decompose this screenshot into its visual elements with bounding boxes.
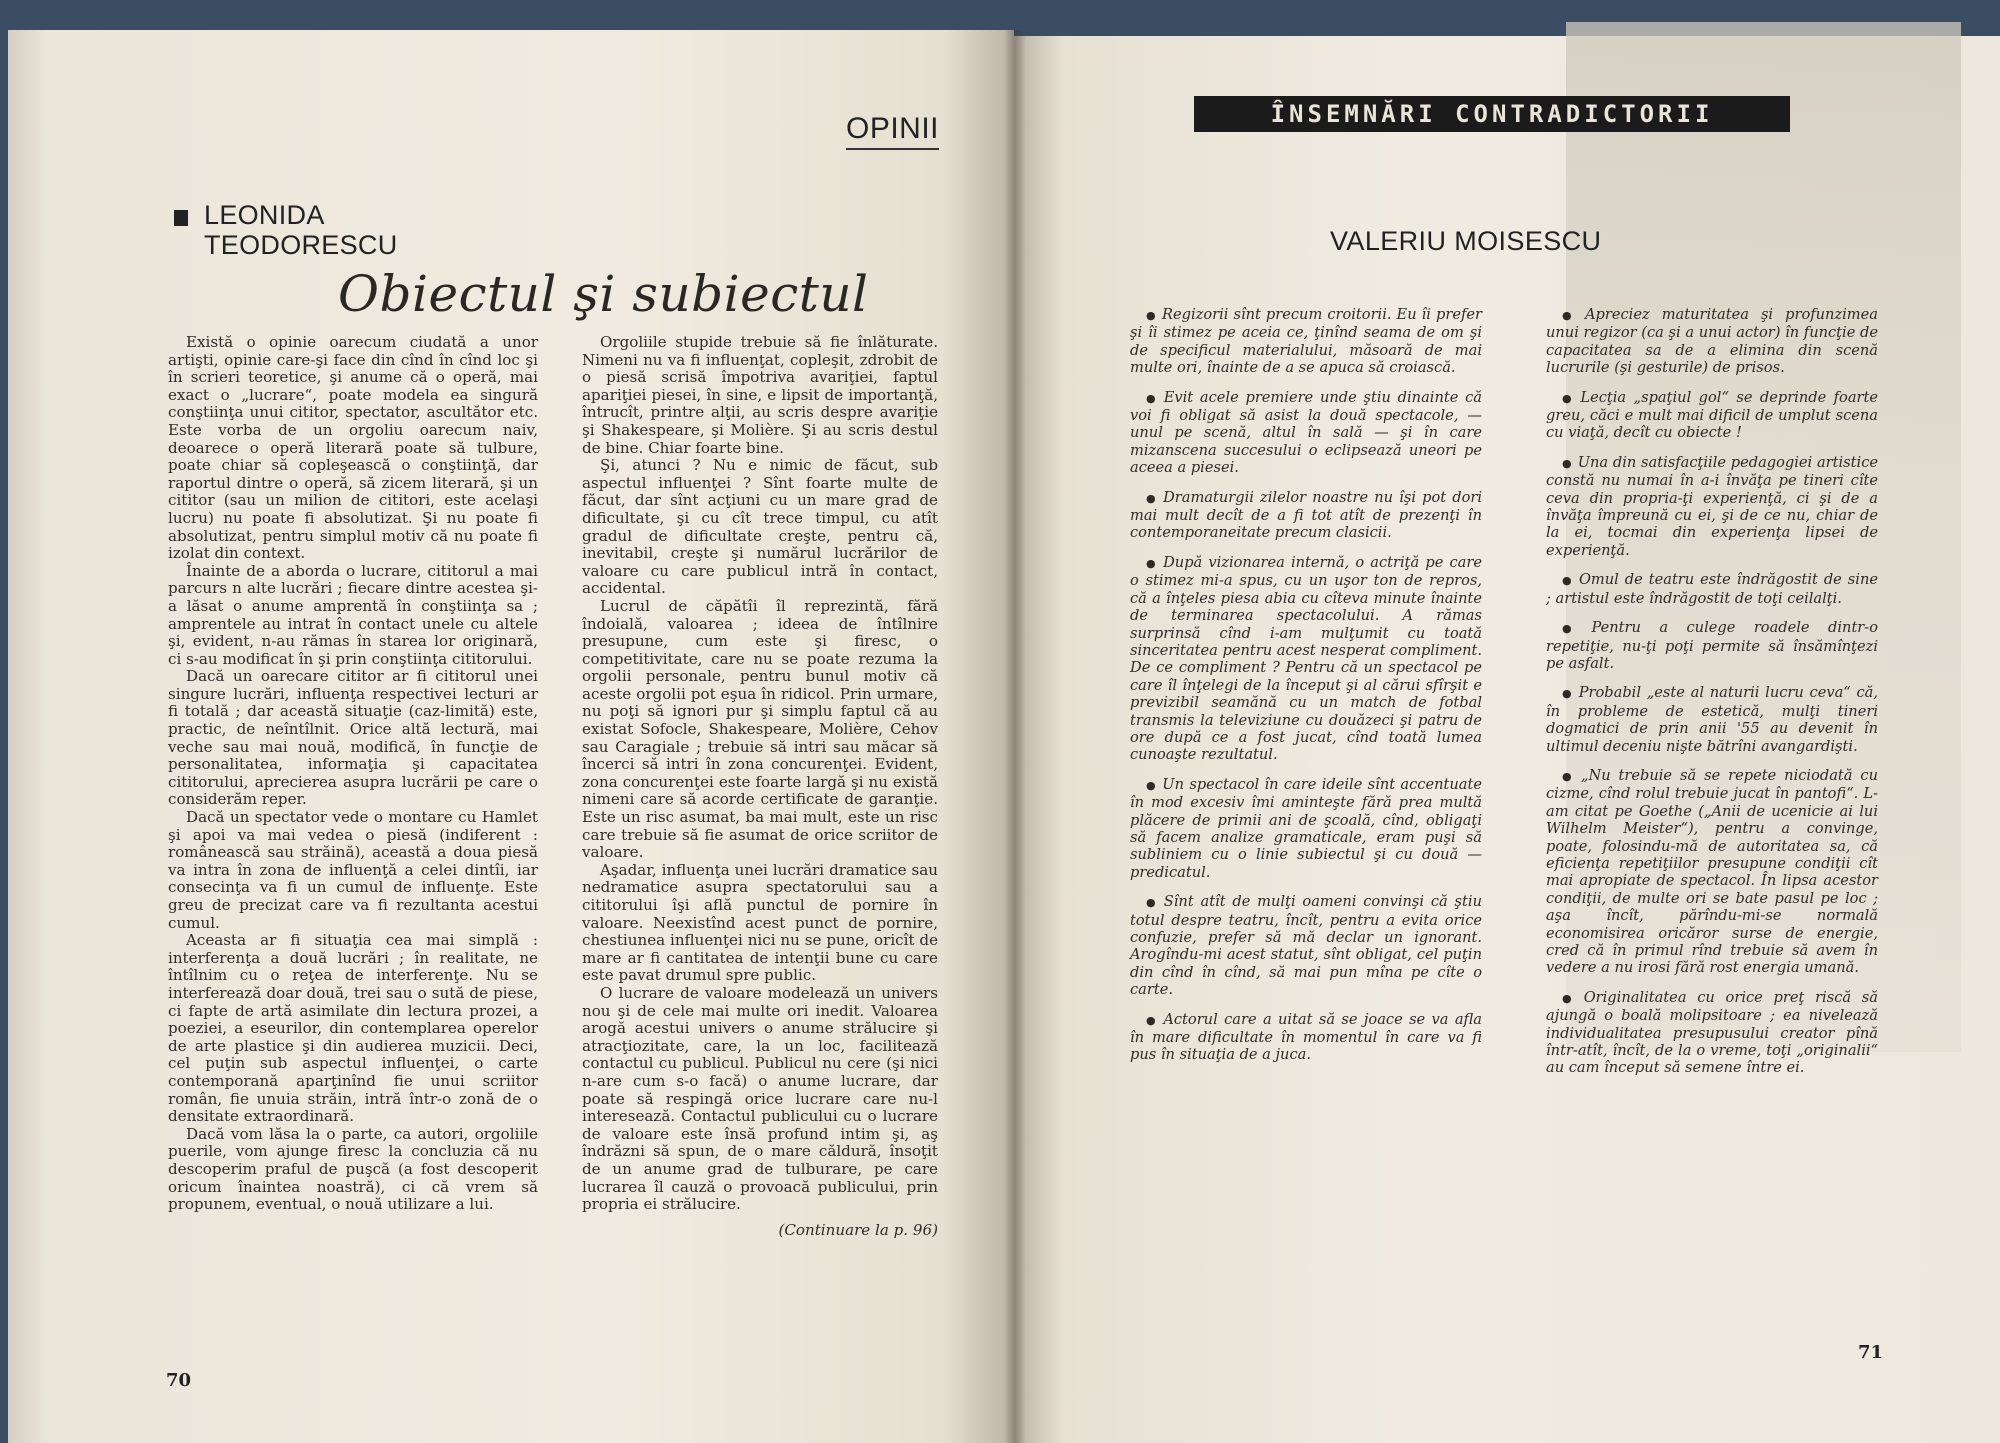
bullet-icon: ●	[1562, 769, 1575, 783]
article-title: Obiectul şi subiectul	[338, 265, 869, 323]
bullet-icon: ●	[1562, 991, 1578, 1005]
aphorism: ● Sînt atît de mulţi oameni convinşi că ştiu totul despre teatru, încît, pentru a evita orice confuzie, prefer să mă declar un ignorant. Arogîndu-mi acest statut, sînt obligat, cel puţin din cînd în cînd, să mai pun mîna pe cîte o carte.	[1130, 893, 1482, 999]
aphorism: ● Regizorii sînt precum croitorii. Eu îi prefer şi îi stimez pe aceia ce, ţinînd seama de om şi de specificul materialului, măsoară de mai multe ori, înainte de a se apuca să croiască.	[1130, 306, 1482, 377]
left-column-1	[168, 334, 538, 1214]
aphorism: ● După vizionarea internă, o actriţă pe care o stimez mi-a spus, cu un uşor ton de repros, că a înţeles piesa abia cu cîteva minute înainte de terminarea spectacolului. A rămas surprinsă cînd i-am mulţumit cu toată sinceritatea pentru acest nesperat compliment. De ce compliment ? Pentru că un spectacol pe care îl înţelegi de la început şi al cărui sfîrşit e previzibil seamănă cu un match de fotbal transmis la televiziune cu douăzeci şi patru de ore după ce a fost jucat, cînd toată lumea cunoaşte rezultatul.	[1130, 553, 1482, 764]
section-rubric: OPINII	[846, 112, 940, 145]
paragraph: Lucrul de căpătîi îl reprezintă, fără îndoială, valoarea ; ideea de întîlnire presupune, cum este şi firesc, o competitivitate, care nu se poate rezuma la orgolii personale, pentru bunul motiv că aceste orgolii pot eşua în ridicol. Prin urmare, nu poţi să ignori pur şi simplu faptul că au existat Sofocle, Shakespeare, Molière, Cehov sau Caragiale ; trebuie să intri sau măcar să încerci să intri în zona concurenţei. Evident, zona concurenţei este foarte largă şi nu există nimeni care să acorde certificate de garanţie. Este un risc asumat, ba mai mult, este un risc care trebuie să fie asumat de orice scriitor de valoare.	[582, 596, 938, 862]
bullet-icon: ●	[1146, 896, 1158, 910]
bullet-icon: ●	[1562, 574, 1573, 588]
banner-text: ÎNSEMNĂRI CONTRADICTORII	[1270, 100, 1714, 128]
bullet-icon: ●	[1562, 687, 1573, 701]
paragraph: Şi, atunci ? Nu e nimic de făcut, sub aspectul influenţei ? Sînt foarte multe de făcut, dar sînt acţiuni cu un mare grad de dificultate, şi cu cît trece timpul, cu atît gradul de dificultate creşte, pentru că, inevitabil, creşte şi numărul lucrărilor de valoare cu care publicul intră în contact, accidental.	[582, 456, 938, 598]
aphorism: ● Pentru a culege roadele dintr-o repetiţie, nu-ţi poţi permite să însămînţezi pe asfalt.	[1546, 619, 1878, 672]
page-number-right: 71	[1858, 1342, 1884, 1363]
aphorism: ● Lecţia „spaţiul gol“ se deprinde foarte greu, căci e mult mai dificil de umplut scena cu viaţă, decît cu obiecte !	[1546, 388, 1878, 442]
aphorism: ● Evit acele premiere unde ştiu dinainte că voi fi obligat să asist la două spectacole, — unul pe scenă, altul în sală — şi în care mizanscena succesului o eclipsează uneori pe aceea a piesei.	[1130, 388, 1482, 477]
article-author: VALERIU MOISESCU	[1330, 226, 1602, 256]
paragraph: Înainte de a aborda o lucrare, cititorul a mai parcurs n alte lucrări ; fiecare dintre acestea şi-a lăsat o anume amprentă în conştiinţa sa ; amprentele au intrat în contact unele cu altele şi, evident, n-au rămas în starea lor originară, ci s-au modificat în şi prin conştiinţa cititorului.	[168, 561, 538, 668]
aphorism: ● Originalitatea cu orice preţ riscă să ajungă o boală molipsitoare ; ea nivelează individualitatea presupusului creator pînă într-atît, încît, de la o vreme, toţi „originalii“ au cam început să semene între ei.	[1546, 988, 1879, 1077]
article-author	[204, 200, 398, 260]
column-banner	[1194, 96, 1790, 132]
paragraph: Orgoliile stupide trebuie să fie înlăturate. Nimeni nu va fi influenţat, copleşit, zdrobit de o piesă scrisă împotriva avariţiei, faptul apariţiei piesei, în sine, e lipsit de importanţă, întrucît, printre alţii, au scris despre avariţie şi Shakespeare, şi Molière. Şi au scris destul de bine. Chiar foarte bine.	[582, 333, 938, 457]
paragraph: Dacă vom lăsa la o parte, ca autori, orgoliile puerile, vom ajunge firesc la concluzia că nu descoperim praful de puşcă (a fost descoperit oricum înaintea noastră), ci că vrem să propunem, eventual, o nouă utilizare a lui.	[168, 1124, 538, 1214]
aphorism: ● Apreciez maturitatea şi profunzimea unui regizor (ca şi a unui actor) în funcţie de capacitatea sa de a elimina din scenă lucrurile (şi gesturile) de prisos.	[1546, 306, 1878, 377]
bullet-icon: ●	[1146, 556, 1158, 570]
bullet-icon: ●	[1562, 622, 1586, 636]
bullet-icon: ●	[1146, 309, 1156, 322]
bullet-icon: ●	[1562, 391, 1575, 405]
bullet-icon: ●	[1146, 391, 1158, 405]
aphorism: ● Un spectacol în care ideile sînt accentuate în mod excesiv îmi aminteşte fără prea multă plăcere de primii ani de şcoală, cînd, obligaţi să facem analize gramaticale, eram puşi să subliniem cu o linie subiectul şi cu două — predicatul.	[1130, 775, 1482, 881]
binding-gutter	[1004, 30, 1026, 1443]
aphorism: ● Actorul care a uitat să se joace se va afla în mare dificultate în momentul în care va fi pus în situaţia de a juca.	[1130, 1010, 1482, 1064]
square-bullet-icon	[174, 210, 188, 226]
right-column-1	[1130, 306, 1482, 1076]
author-last-name: TEODORESCU	[204, 230, 398, 260]
paragraph: Aşadar, influenţa unei lucrări dramatice sau nedramatice asupra spectatorului sau a cititorului îşi află punctul de pornire în valoare. Neexistînd acest punct de pornire, chestiunea influenţei nici nu se pune, oricît de mare ar fi cantitatea de intenţii bune cu care este pavat drumul spre public.	[582, 860, 938, 985]
paragraph: Există o opinie oarecum ciudată a unor artişti, opinie care-şi face din cînd în cînd loc şi în scrieri teoretice, şi anume că o operă, mai exact o „lucrare“, poate modela ea singură conştiinţa unui cititor, spectator, ascultător etc. Este vorba de un orgoliu oarecum naiv, deoarece o operă literară poate să tulbure, poate chiar să copleşească o conştiinţă, dar raportul dintre o operă, să zicem literară, şi un cititor (sau un milion de cititori, este acelaşi lucru) nu poate fi absolutizat. Şi nu poate fi absolutizat, pentru simplul motiv că nu poate fi izolat din context.	[168, 333, 538, 563]
bullet-icon: ●	[1146, 1013, 1158, 1027]
bullet-icon: ●	[1562, 309, 1579, 322]
paragraph: Dacă un spectator vede o montare cu Hamlet şi apoi va mai vedea o piesă (indiferent : românească sau străină), această a doua piesă va intra în zona de influenţă a celei dintîi, iar consecinţa va fi un cumul de influenţe. Este greu de precizat care va fi rezultanta acestui cumul.	[168, 808, 538, 932]
aphorism: ● Una din satisfacţiile pedagogiei artistice constă nu numai în a-i învăţa pe tineri cîte ceva din propria-ţi experienţă, ci şi de a învăţa împreună cu ei, şi de ce nu, chiar de la ei, tocmai din experienţa lipsei de experienţă.	[1546, 453, 1878, 559]
rubric-underline	[846, 148, 939, 150]
paragraph: Aceasta ar fi situaţia cea mai simplă : interferenţa a două lucrări ; în realitate, ne întîlnim cu o reţea de interferenţe. Nu se interferează doar două, trei sau o sută de piese, ci fapte de artă asimilate din lectura prozei, a poeziei, a eseurilor, din contemplarea operelor de arte plastice şi din audierea muzicii. Deci, cel puţin sub aspectul influenţei, o carte contemporană aparţinînd fie unui scriitor român, fie unuia străin, intră într-o zonă de o densitate extraordinară.	[168, 931, 538, 1126]
author-first-name: LEONIDA	[204, 200, 325, 230]
bullet-icon: ●	[1146, 491, 1158, 505]
bullet-icon: ●	[1562, 456, 1572, 470]
paragraph: O lucrare de valoare modelează un univers nou şi de cele mai multe ori inedit. Valoarea arogă acestui univers o anume strălucire şi atracţiozitate, care, la un loc, facilitează contactul cu publicul. Publicul nu cere (şi nici n-are cum s-o facă) o anume lucrare, dar poate să respingă orice lucrare care nu-l interesează. Contactul publicului cu o lucrare de valoare este însă profund intim şi, aş îndrăzni să spun, de o mare căldură, însoţit de un anume grad de tulburare, pe care lucrarea îl cauză o provoacă publicului, prin propria ei strălucire.	[582, 983, 938, 1214]
aphorism: ● Omul de teatru este îndrăgostit de sine ; artistul este îndrăgostit de toţi ceilalţi.	[1546, 571, 1878, 607]
page-number-left: 70	[166, 1370, 192, 1391]
aphorism: ● Probabil „este al naturii lucru ceva“ că, în probleme de estetică, mulţi tineri dogmatici de prin anii '55 au devenit în ultimul deceniu nişte bătrîni avangardişti.	[1546, 684, 1878, 755]
margin-ticks	[1106, 306, 1114, 1306]
left-column-2	[582, 334, 938, 1239]
continuation-note: (Continuare la p. 96)	[778, 1220, 938, 1239]
aphorism: ● Dramaturgii zilelor noastre nu îşi pot dori mai mult decît de a fi tot atît de prezenţi în contemporaneitate precum clasicii.	[1130, 488, 1482, 542]
bullet-icon: ●	[1146, 778, 1157, 792]
paragraph: Dacă un oarecare cititor ar fi cititorul unei singure lucrări, influenţa respectivei lecturi ar fi totală ; dar această situaţie (caz-limită) este, practic, de neîntîlnit. Orice altă lectură, mai veche sau mai nouă, modifică, în funcţie de personalitatea, informaţia şi capacitatea cititorului, aprecierea asupra lucrării pe care o considerăm reper.	[168, 667, 538, 809]
right-column-2	[1546, 306, 1878, 1089]
aphorism: ● „Nu trebuie să se repete niciodată cu cizme, cînd rolul trebuie jucat în pantofi“. L-am citat pe Goethe („Anii de ucenicie ai lui Wilhelm Meister“), pentru a convinge, poate, folosindu-mă de autoritatea sa, că eficienţa repetiţiilor presupune condiţii cît mai apropiate de spectacol. În lipsa acestor condiţii, de multe ori se bate pasul pe loc ; aşa încît, părîndu-mi-se normală economisirea oricăror surse de energie, cred că în primul rînd trebuie să avem în vedere a nu irosi fără rost energia umană.	[1546, 766, 1878, 977]
